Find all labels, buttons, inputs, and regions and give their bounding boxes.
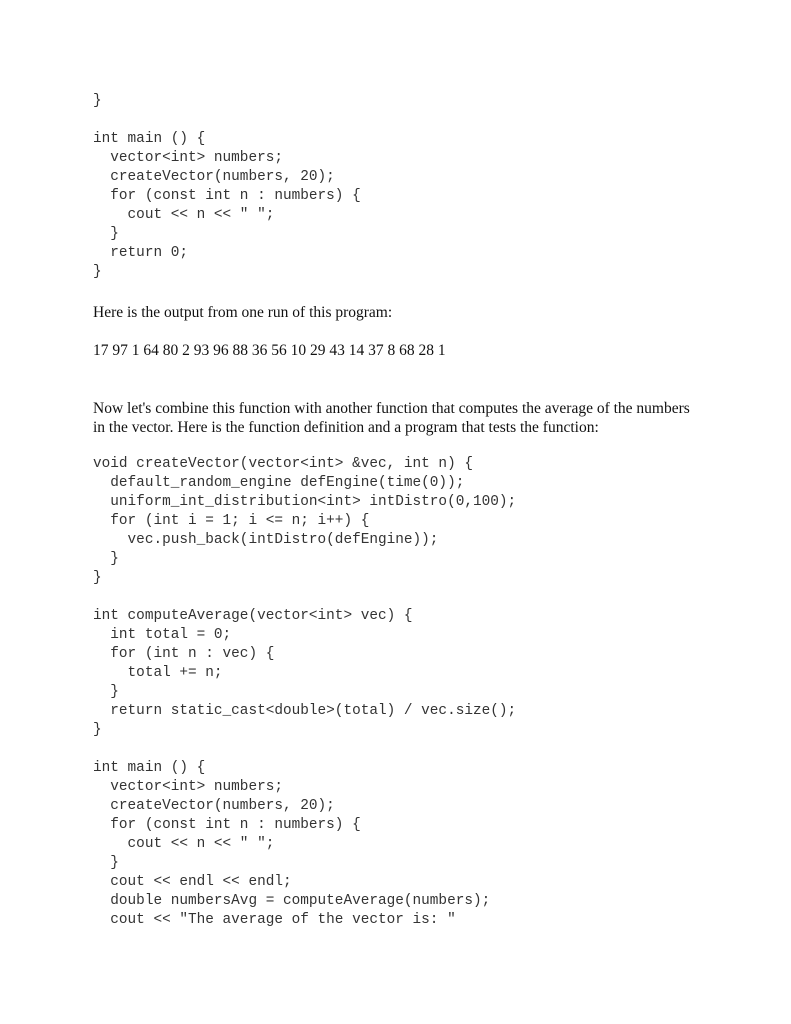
output-intro-paragraph: Here is the output from one run of this program: [93, 304, 393, 321]
code-line: int total = 0; [93, 627, 232, 643]
code-line: return 0; [93, 245, 188, 261]
code-line [93, 740, 516, 759]
code-line: } [93, 93, 102, 109]
code-line: void createVector(vector<int> &vec, int n) { [93, 456, 473, 472]
code-line: } [93, 551, 119, 567]
code-line: cout << "The average of the vector is: " [93, 912, 456, 928]
code-line: } [93, 855, 119, 871]
code-line: int computeAverage(vector<int> vec) { [93, 608, 413, 624]
code-line: int main () { [93, 131, 206, 147]
code-line: createVector(numbers, 20); [93, 798, 335, 814]
code-line: vector<int> numbers; [93, 150, 283, 166]
code-line: } [93, 722, 102, 738]
code-line: double numbersAvg = computeAverage(numbers); [93, 893, 491, 909]
code-line: cout << n << " "; [93, 207, 275, 223]
code-line: } [93, 226, 119, 242]
code-line: for (int i = 1; i <= n; i++) { [93, 513, 370, 529]
code-line: total += n; [93, 665, 223, 681]
code-line: uniform_int_distribution<int> intDistro(0,100); [93, 494, 517, 510]
code-line: default_random_engine defEngine(time(0)); [93, 475, 465, 491]
code-line: for (const int n : numbers) { [93, 188, 361, 204]
code-line: } [93, 684, 119, 700]
combine-functions-paragraph: Now let's combine this function with another function that computes the average of the numbers in the vector. Here is the function definition and a program that tests the function: [93, 400, 690, 436]
code-line: } [93, 264, 102, 280]
code-line: createVector(numbers, 20); [93, 169, 335, 185]
code-line: vector<int> numbers; [93, 779, 283, 795]
code-line: for (int n : vec) { [93, 646, 275, 662]
code-line [93, 111, 361, 130]
output-values-paragraph: 17 97 1 64 80 2 93 96 88 36 56 10 29 43 14 37 8 68 28 1 [93, 342, 446, 359]
code-line: vec.push_back(intDistro(defEngine)); [93, 532, 439, 548]
code-line: cout << endl << endl; [93, 874, 292, 890]
code-line: return static_cast<double>(total) / vec.size(); [93, 703, 517, 719]
code-line: int main () { [93, 760, 206, 776]
code-block-main-program [93, 92, 361, 282]
code-line [93, 588, 516, 607]
code-line: } [93, 570, 102, 586]
code-line: for (const int n : numbers) { [93, 817, 361, 833]
code-line: cout << n << " "; [93, 836, 275, 852]
code-block-average-program [93, 455, 516, 930]
